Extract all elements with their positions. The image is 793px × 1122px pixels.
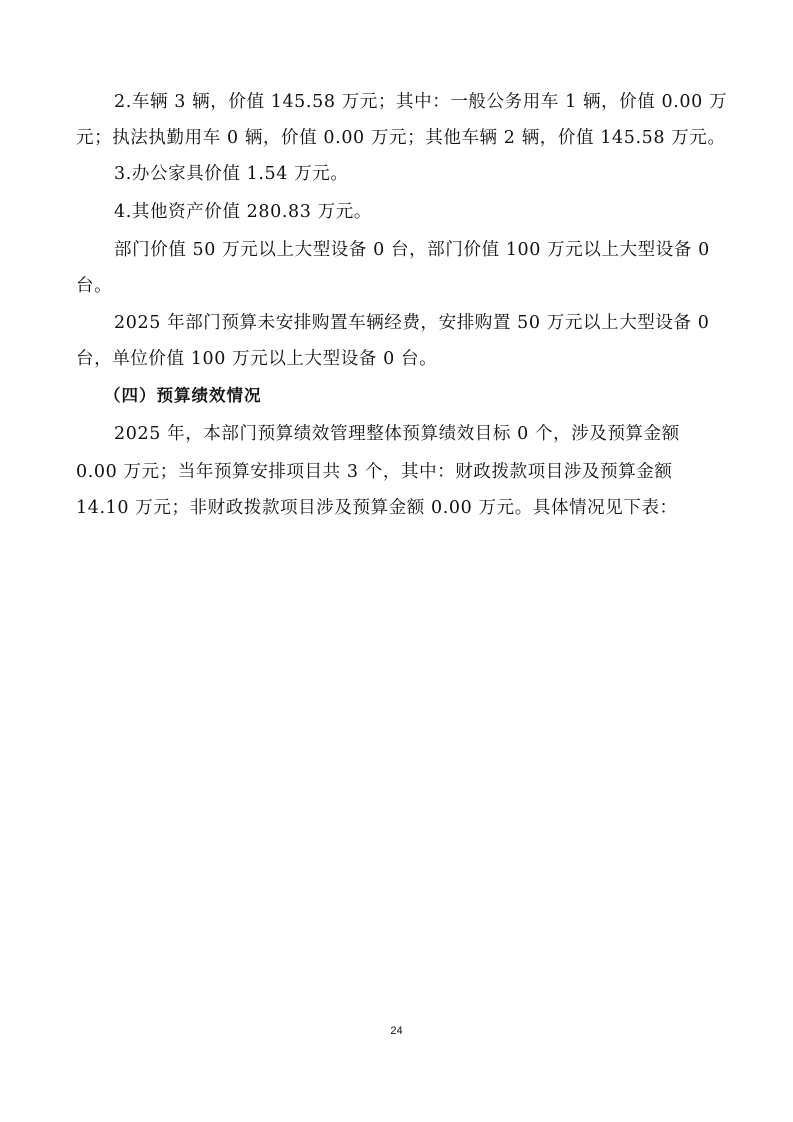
paragraph-purchase-line-1: 2025 年部门预算未安排购置车辆经费，安排购置 50 万元以上大型设备 0: [114, 313, 710, 333]
paragraph-equipment-line-1: 部门价值 50 万元以上大型设备 0 台，部门价值 100 万元以上大型设备 0: [114, 240, 710, 260]
paragraph-performance-line-3: 14.10 万元；非财政拨款项目涉及预算金额 0.00 万元。具体情况见下表：: [76, 498, 678, 518]
paragraph-equipment-line-2: 台。: [76, 276, 113, 296]
page-number: 24: [390, 1025, 403, 1037]
paragraph-performance-line-1: 2025 年，本部门预算绩效管理整体预算绩效目标 0 个，涉及预算金额: [114, 424, 680, 444]
paragraph-other-assets: 4.其他资产价值 280.83 万元。: [114, 202, 372, 222]
paragraph-vehicles-line-2: 元；执法执勤用车 0 辆，价值 0.00 万元；其他车辆 2 辆，价值 145.58 万元。: [76, 128, 726, 148]
paragraph-furniture: 3.办公家具价值 1.54 万元。: [114, 164, 349, 184]
paragraph-performance-line-2: 0.00 万元；当年预算安排项目共 3 个，其中：财政拨款项目涉及预算金额: [76, 462, 673, 482]
section-heading-performance: （四）预算绩效情况: [104, 386, 262, 405]
paragraph-purchase-line-2: 台，单位价值 100 万元以上大型设备 0 台。: [76, 349, 438, 369]
paragraph-vehicles-line-1: 2.车辆 3 辆，价值 145.58 万元；其中：一般公务用车 1 辆，价值 0.00 万: [114, 92, 728, 112]
